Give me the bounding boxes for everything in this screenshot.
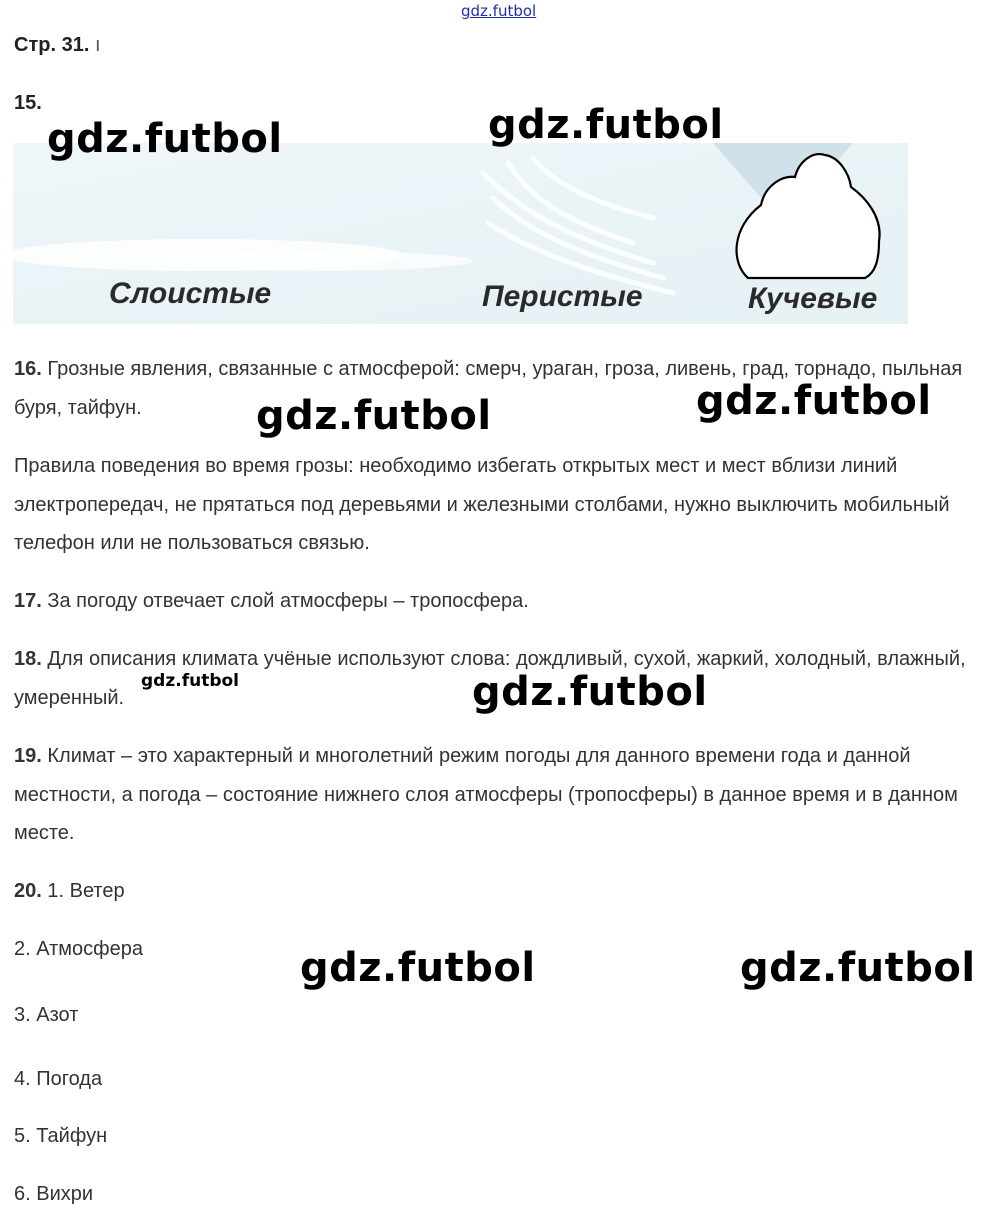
task-18-body: Для описания климата учёные используют слова: дождливый, сухой, жаркий, холодный, влажный, умеренный.	[14, 648, 966, 709]
task-20-item-5: 5. Тайфун	[14, 1125, 108, 1147]
cloud-label-cumulus: Кучевые	[748, 282, 878, 315]
watermark: gdz.futbol	[256, 393, 492, 439]
watermark: gdz.futbol	[696, 378, 932, 424]
task-17-body: За погоду отвечает слой атмосферы – тропосфера.	[41, 590, 529, 612]
cloud-label-stratus: Слоистые	[109, 277, 272, 310]
task-20-item-2: 2. Атмосфера	[14, 938, 143, 960]
watermark: gdz.futbol	[472, 669, 708, 715]
task-20-item-3: 3. Азот	[14, 1004, 79, 1026]
task-18-number: 18.	[14, 648, 42, 670]
task-20-number: 20.	[14, 880, 42, 902]
watermark: gdz.futbol	[300, 945, 536, 991]
page-label-cursor: ı	[94, 34, 101, 56]
task-19-number: 19.	[14, 745, 42, 767]
watermark: gdz.futbol	[47, 116, 283, 162]
task-17-text	[14, 582, 994, 621]
task-15-number: 15.	[14, 92, 42, 114]
task-20-item-6: 6. Вихри	[14, 1183, 94, 1205]
task-20-item-4: 4. Погода	[14, 1068, 103, 1090]
cloud-label-cirrus: Перистые	[482, 280, 643, 313]
watermark-small: gdz.futbol	[141, 671, 239, 691]
stratus-cloud-shape-2	[153, 251, 473, 271]
page-label	[14, 34, 101, 57]
task-17-number: 17.	[14, 590, 42, 612]
watermark: gdz.futbol	[488, 102, 724, 148]
page-label-text: Стр. 31.	[14, 34, 95, 56]
task-20-item-1	[14, 880, 125, 903]
watermark: gdz.futbol	[740, 945, 976, 991]
task-16-body: Грозные явления, связанные с атмосферой: смерч, ураган, гроза, ливень, град, торнадо, пыльная буря, тайфун.	[14, 358, 963, 419]
task-16-number: 16.	[14, 358, 42, 380]
task-19-body: Климат – это характерный и многолетний режим погоды для данного времени года и данной местности, а погода – состояние нижнего слоя атмосферы (тропосферы) в данное время и в данном месте.	[14, 745, 958, 844]
storm-rules-text: Правила поведения во время грозы: необходимо избегать открытых мест и мест вблизи линий электропередач, не прятаться под деревьями и железными столбами, нужно выключить мобильный телефон или не пользоваться связью.	[14, 455, 950, 554]
top-watermark: gdz.futbol	[461, 2, 537, 20]
clouds-figure	[13, 143, 908, 324]
task-20-item-1-text: 1. Ветер	[47, 880, 125, 902]
task-19-text	[14, 737, 999, 853]
